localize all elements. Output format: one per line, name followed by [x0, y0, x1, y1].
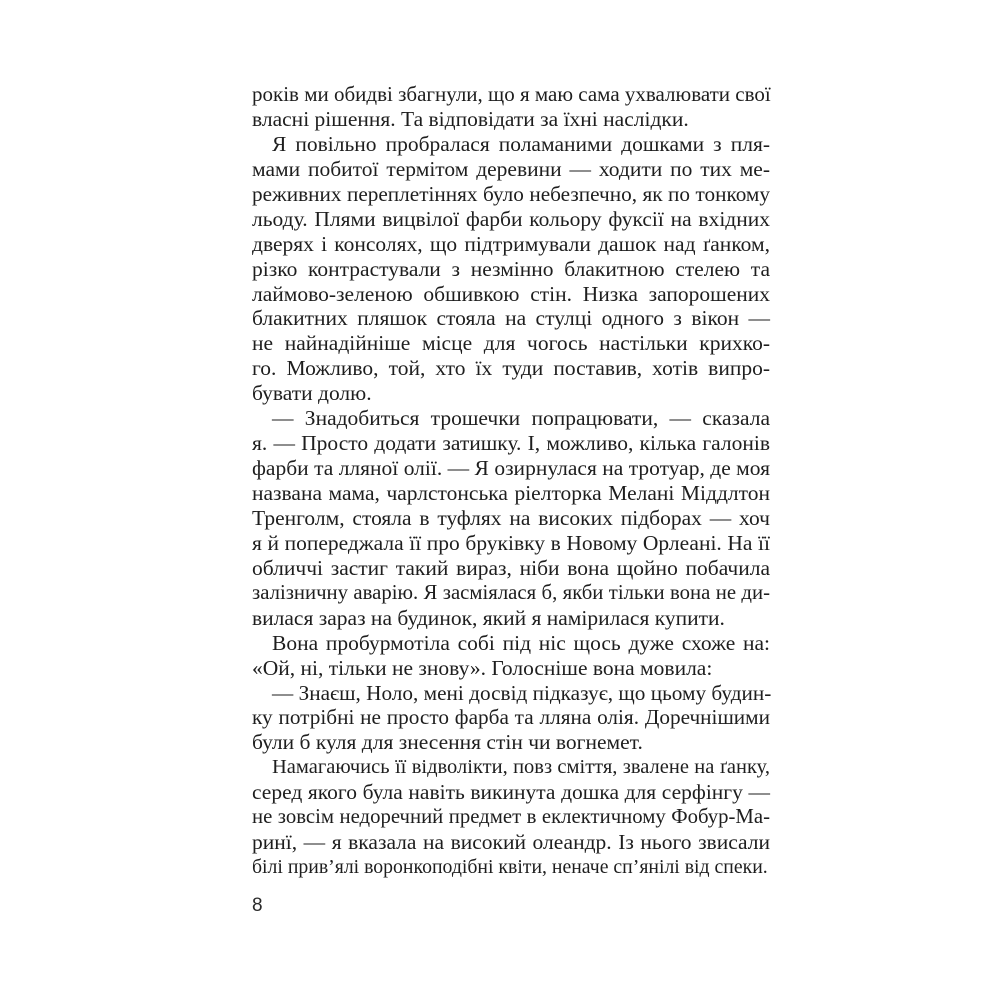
text-line: я й попереджала її про бруківку в Новому Орлеані. На її	[252, 530, 770, 555]
text-line: я. — Просто додати затишку. І, можливо, кілька галонів	[252, 431, 770, 456]
text-line: льоду. Плями вицвілої фарби кольору фуксії на вхідних	[252, 206, 770, 231]
text-line: Тренголм, стояла в туфлях на високих підборах — хоч	[252, 505, 770, 530]
text-line: — Знаєш, Ноло, мені досвід підказує, що цьому будин-	[272, 680, 772, 705]
text-line: лаймово-зеленою обшивкою стін. Низка запорошених	[252, 281, 770, 306]
text-line: ринї, — я вказала на високий олеандр. Із нього звисали	[252, 830, 770, 855]
text-line: білі прив’ялі воронкоподібні квіти, неначе сп’янілі від спеки.	[252, 856, 768, 879]
text-line: дверях і консолях, що підтримували дашок над ґанком,	[252, 231, 770, 256]
text-line: обличчі застиг такий вираз, ніби вона щойно побачила	[252, 555, 770, 580]
text-line: бувати долю.	[252, 381, 372, 406]
page-number: 8	[252, 895, 263, 916]
text-line: не найнадійніше місце для чогось настільки крихко-	[252, 331, 770, 356]
text-line: фарби та лляної олії. — Я озирнулася на тротуар, де моя	[252, 456, 770, 481]
text-line: блакитних пляшок стояла на стулці одного з вікон —	[252, 306, 770, 331]
text-line: «Ой, ні, тільки не знову». Голосніше вона мовила:	[252, 655, 713, 680]
text-line: — Знадобиться трошечки попрацювати, — сказала	[272, 406, 770, 431]
text-line: го. Можливо, той, хто їх туди поставив, хотів випро-	[252, 356, 770, 381]
text-line: власні рішення. Та відповідати за їхні наслідки.	[252, 106, 689, 131]
text-line: Намагаючись її відволікти, повз сміття, звалене на ґанку,	[272, 756, 770, 779]
text-line: мами побитої термітом деревини — ходити по тих ме-	[252, 156, 770, 181]
text-line: ку потрібні не просто фарба та лляна олія. Доречнішими	[252, 705, 770, 730]
book-page	[252, 82, 770, 982]
text-line: різко контрастували з незмінно блакитною стелею та	[252, 256, 770, 281]
text-line: років ми обидві збагнули, що я маю сама ухвалювати свої	[252, 82, 771, 106]
text-line: були б куля для знесення стін чи вогнемет.	[252, 730, 643, 755]
text-line: серед якого була навіть викинута дошка для серфінгу —	[252, 780, 770, 805]
text-line: вилася зараз на будинок, який я намірилася купити.	[252, 605, 725, 630]
text-line: Я повільно пробралася поламаними дошками з пля-	[272, 131, 770, 156]
text-line: Вона пробурмотіла собі під ніс щось дуже схоже на:	[272, 630, 770, 655]
text-line: названа мама, чарлстонська ріелторка Мелані Міддлтон	[252, 481, 770, 505]
text-line: залізничну аварію. Я засміялася б, якби тільки вона не ди-	[252, 581, 770, 604]
text-line: реживних переплетіннях було небезпечно, як по тонкому	[252, 181, 770, 206]
text-line: не зовсім недоречний предмет в еклектичному Фобур-Ма-	[252, 806, 770, 829]
